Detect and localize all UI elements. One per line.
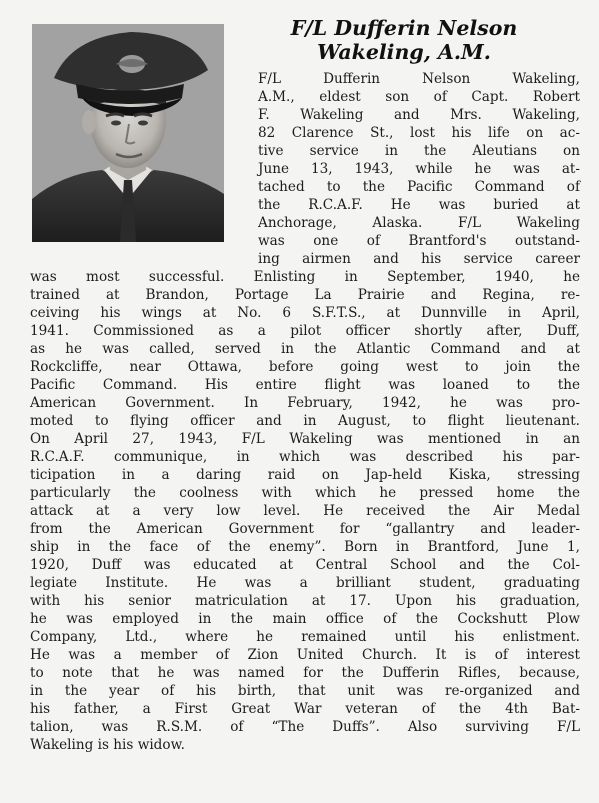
body-line: Anchorage, Alaska. F/L Wakeling — [258, 215, 580, 231]
body-line: ticipation in a daring raid on Jap-held Kiska, stressing — [30, 467, 580, 483]
body-line: 1920, Duff was educated at Central School and the Col- — [30, 557, 580, 573]
body-line: ceiving his wings at No. 6 S.F.T.S., at Dunnville in April, — [30, 305, 580, 321]
body-line: as he was called, served in the Atlantic Command and at — [30, 341, 580, 357]
obituary-heading — [244, 16, 564, 64]
body-line: from the American Government for “gallantry and leader- — [30, 521, 580, 537]
body-line: particularly the coolness with which he pressed home the — [30, 485, 580, 501]
body-line: A.M., eldest son of Capt. Robert — [258, 89, 580, 105]
body-line: to note that he was named for the Dufferin Rifles, because, — [30, 665, 580, 681]
body-line: On April 27, 1943, F/L Wakeling was mentioned in an — [30, 431, 580, 447]
body-line: was one of Brantford's outstand- — [258, 233, 580, 249]
heading-line-1: F/L Dufferin Nelson — [290, 16, 518, 40]
portrait-photo — [32, 24, 224, 242]
body-line: 1941. Commissioned as a pilot officer shortly after, Duff, — [30, 323, 580, 339]
body-line: tached to the Pacific Command of — [258, 179, 580, 195]
body-line: attack at a very low level. He received the Air Medal — [30, 503, 580, 519]
body-line: in the year of his birth, that unit was re-organized and — [30, 683, 580, 699]
body-line: his father, a First Great War veteran of the 4th Bat- — [30, 701, 580, 717]
body-line: Rockcliffe, near Ottawa, before going west to join the — [30, 359, 580, 375]
body-line: R.C.A.F. communique, in which was described his par- — [30, 449, 580, 465]
body-line: F. Wakeling and Mrs. Wakeling, — [258, 107, 580, 123]
body-line: trained at Brandon, Portage La Prairie and Regina, re- — [30, 287, 580, 303]
body-line: Company, Ltd., where he remained until his enlistment. — [30, 629, 580, 645]
body-line: was most successful. Enlisting in September, 1940, he — [30, 269, 580, 285]
body-line: with his senior matriculation at 17. Upon his graduation, — [30, 593, 580, 609]
body-line: talion, was R.S.M. of “The Duffs”. Also surviving F/L — [30, 719, 580, 735]
body-line: moted to flying officer and in August, to flight lieutenant. — [30, 413, 580, 429]
body-line: ing airmen and his service career — [258, 251, 580, 267]
body-line: Pacific Command. His entire flight was loaned to the — [30, 377, 580, 393]
body-line: tive service in the Aleutians on — [258, 143, 580, 159]
heading-line-2: Wakeling, A.M. — [317, 40, 491, 64]
body-line: 82 Clarence St., lost his life on ac- — [258, 125, 580, 141]
body-line: ship in the face of the enemy”. Born in Brantford, June 1, — [30, 539, 580, 555]
body-line: he was employed in the main office of the Cockshutt Plow — [30, 611, 580, 627]
body-line-last: Wakeling is his widow. — [30, 737, 185, 753]
body-line: F/L Dufferin Nelson Wakeling, — [258, 71, 580, 87]
body-line: June 13, 1943, while he was at- — [258, 161, 580, 177]
body-line: legiate Institute. He was a brilliant student, graduating — [30, 575, 580, 591]
body-line: the R.C.A.F. He was buried at — [258, 197, 580, 213]
portrait-image — [32, 24, 224, 242]
body-line: American Government. In February, 1942, he was pro- — [30, 395, 580, 411]
body-line: He was a member of Zion United Church. It is of interest — [30, 647, 580, 663]
